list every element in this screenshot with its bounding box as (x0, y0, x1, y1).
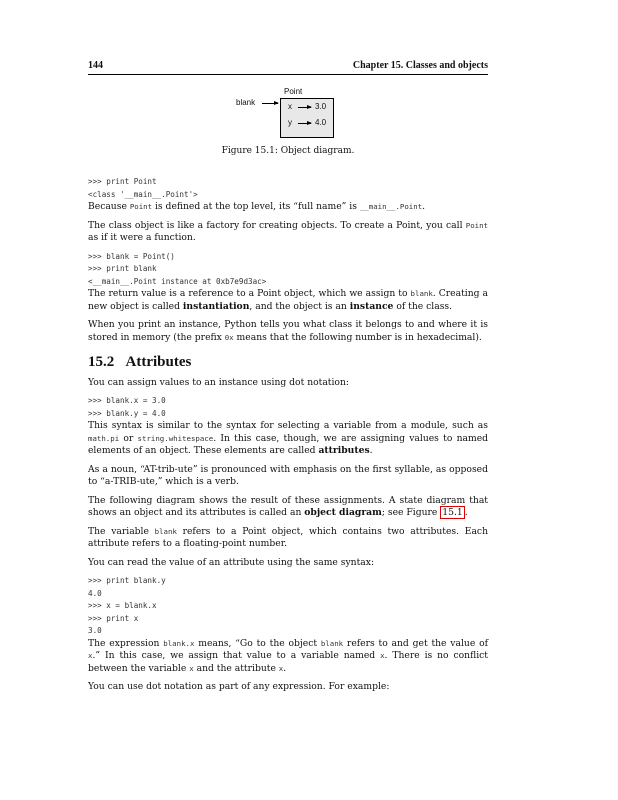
code-line: >>> x = blank.x (88, 601, 157, 610)
paragraph: You can read the value of an attribute using the same syntax: (88, 556, 375, 568)
object-diagram (88, 85, 488, 165)
paragraph: The variable blank refers to a Point object, which contains two attributes. Each attribute refers to a floating-point number. (88, 525, 488, 549)
attr-x-arrow (298, 107, 311, 108)
code-line: >>> print Point (88, 177, 157, 186)
page-number: 144 (88, 60, 103, 71)
figure-link[interactable]: 15.1 (442, 507, 463, 518)
code-line: >>> blank.x = 3.0 (88, 396, 166, 405)
attr-x-value: 3.0 (315, 102, 327, 111)
attr-y-arrow (298, 123, 311, 124)
code-line: <class '__main__.Point'> (88, 189, 198, 199)
paragraph: Because Point is defined at the top level, its “full name” is __main__.Point. (88, 201, 426, 212)
paragraph: As a noun, “AT-trib-ute” is pronounced with emphasis on the first syllable, as opposed to “a-TRIB-ute,” which is a verb. (88, 463, 488, 487)
paragraph: When you print an instance, Python tells you what class it belongs to and where it is stored in memory (the prefix 0x means that the following number is in hexadecimal). (88, 319, 488, 343)
attr-x-name: x (288, 102, 292, 111)
page-body (88, 176, 488, 700)
code-line: >>> print blank (88, 264, 157, 273)
attr-y-name: y (288, 118, 292, 127)
code-line: >>> print blank.y (88, 576, 166, 585)
code-line: >>> print x (88, 613, 139, 623)
attr-y-value: 4.0 (315, 118, 327, 127)
code-line: <__main__.Point instance at 0xb7e9d3ac> (88, 276, 267, 286)
code-line: >>> blank = Point() (88, 251, 175, 261)
code-line: 3.0 (88, 626, 102, 635)
code-line: >>> blank.y = 4.0 (88, 408, 166, 418)
header-rule (88, 74, 488, 75)
diagram-variable-name: blank (236, 98, 256, 107)
paragraph: This syntax is similar to the syntax for selecting a variable from a module, such as math.pi or string.whitespace. In this case, though, we are assigning values to named elements of an object. These elements are called attributes. (88, 420, 489, 456)
paragraph: The following diagram shows the result of these assignments. A state diagram that shows an object and its attributes is called an object diagram; see Figure 15.1 . (88, 494, 488, 518)
figure-caption: Figure 15.1: Object diagram. (221, 146, 355, 156)
running-header (88, 60, 488, 74)
diagram-class-label: Point (284, 87, 303, 96)
chapter-title: Chapter 15. Classes and objects (352, 60, 488, 71)
section-heading: 15.2 Attributes (88, 354, 192, 370)
paragraph: The return value is a reference to a Point object, which we assign to blank. Creating a new object is called instantiation, and the object is an instance of the class. (88, 288, 488, 312)
paragraph: The class object is like a factory for creating objects. To create a Point, you call Point as if it were a function. (88, 219, 488, 243)
variable-arrow (262, 103, 278, 104)
paragraph: You can use dot notation as part of any expression. For example: (88, 681, 390, 692)
code-line: 4.0 (88, 588, 102, 598)
paragraph: You can assign values to an instance using dot notation: (88, 376, 349, 388)
paragraph: The expression blank.x means, “Go to the object blank refers to and get the value of x.” In this case, we assign that value to a variable named x. There is no conflict between the variable x and the attribute x. (88, 637, 489, 674)
